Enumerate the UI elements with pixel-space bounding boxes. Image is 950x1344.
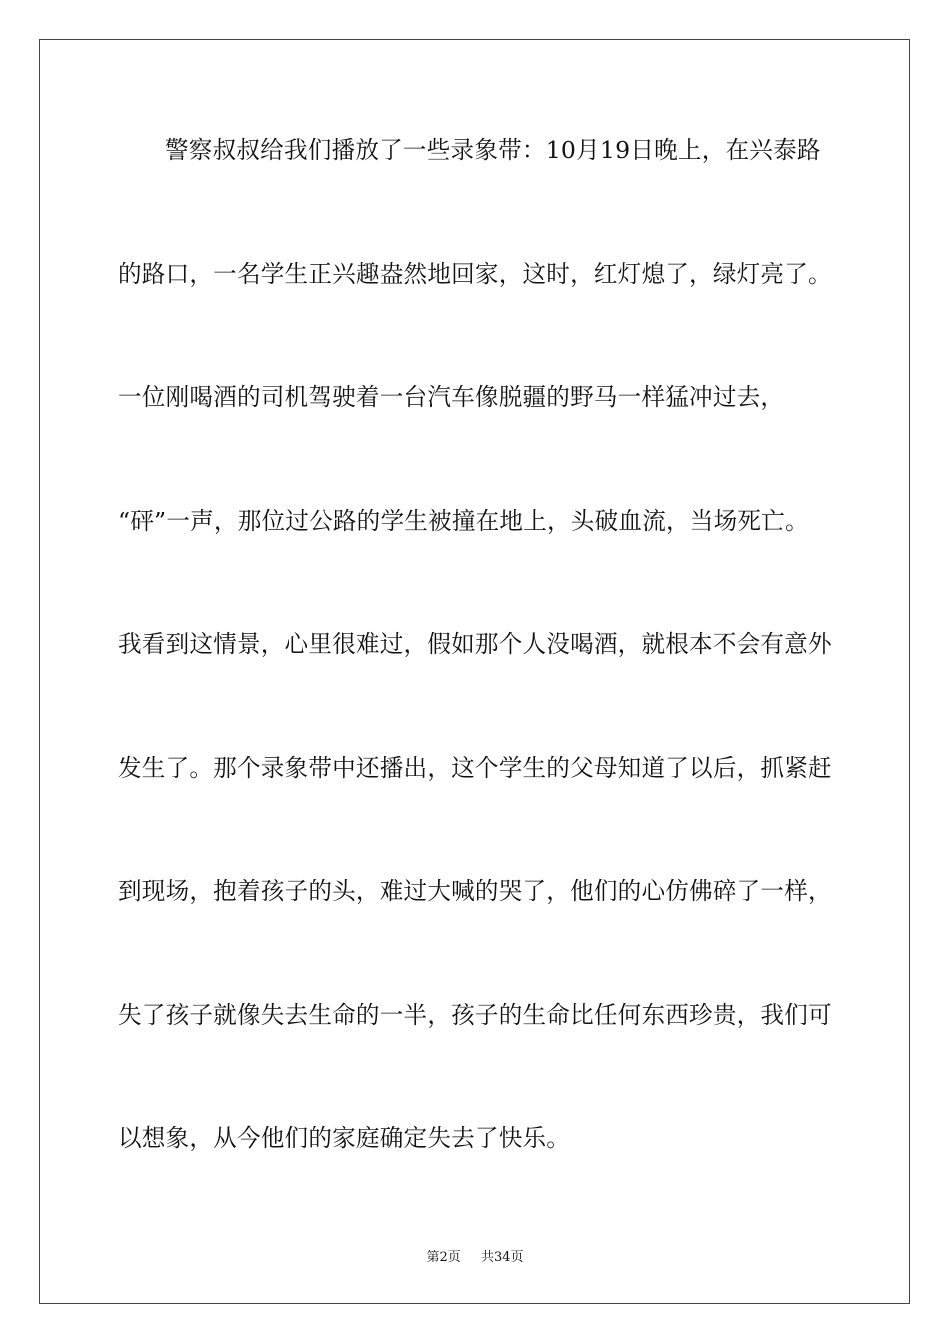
text-line: 发生了。那个录象带中还播出，这个学生的父母知道了以后，抓紧赶 [118, 753, 832, 782]
text-line: 的路口，一名学生正兴趣盎然地回家，这时，红灯熄了，绿灯亮了。 [118, 259, 832, 288]
text-line: 警察叔叔给我们播放了一些录象带：10月19日晚上，在兴泰路 [165, 136, 821, 164]
page-total: 共34页 [480, 1250, 524, 1265]
text-line: 一位刚喝酒的司机驾驶着一台汽车像脱疆的野马一样猛冲过去， [118, 383, 785, 411]
document-body [118, 126, 834, 1238]
text-line: 失了孩子就像失去生命的一半，孩子的生命比任何东西珍贵，我们可 [118, 1000, 832, 1029]
text-line: “砰”一声，那位过公路的学生被撞在地上，头破血流，当场死亡。 [118, 506, 809, 535]
text-line: 到现场，抱着孩子的头，难过大喊的哭了，他们的心仿佛碎了一样， [118, 877, 832, 905]
page-footer [0, 1246, 950, 1265]
text-line: 我看到这情景，心里很难过，假如那个人没喝酒，就根本不会有意外 [118, 630, 832, 658]
page-number: 第2页 [426, 1250, 461, 1265]
text-line: 以想象，从今他们的家庭确定失去了快乐。 [118, 1124, 571, 1152]
